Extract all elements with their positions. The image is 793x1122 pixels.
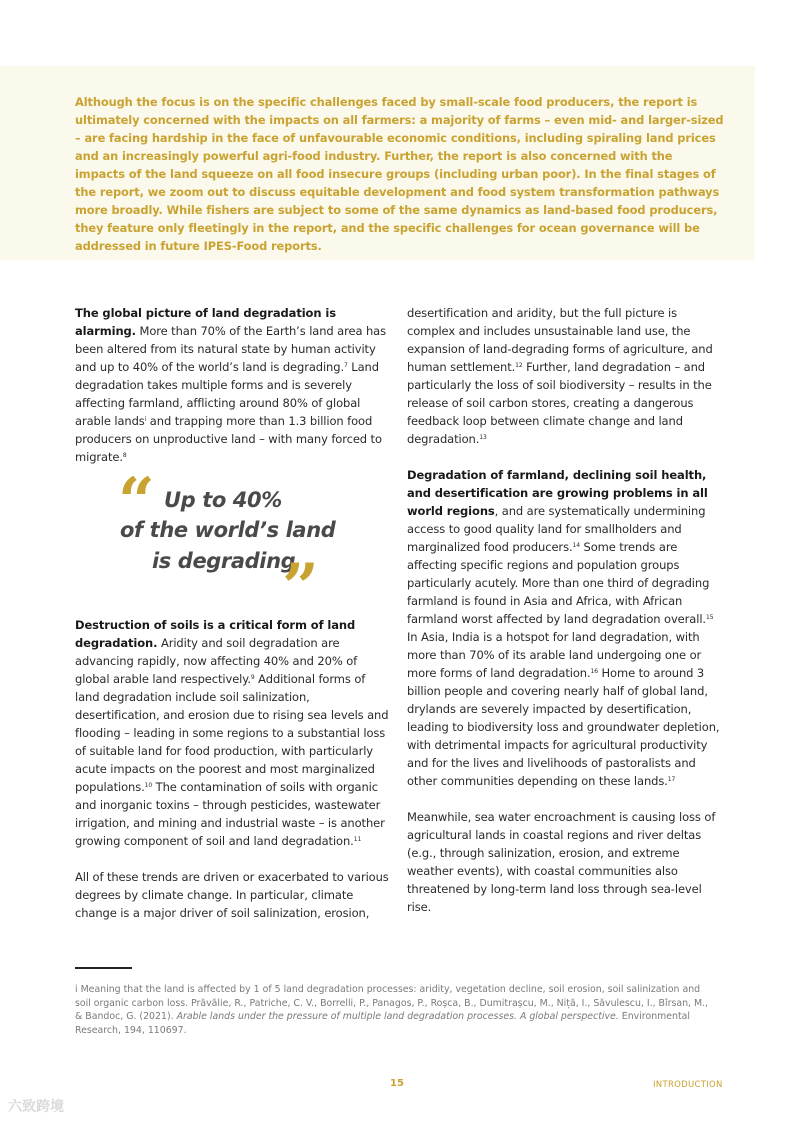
callout-box xyxy=(0,66,755,260)
reference: 7 xyxy=(344,362,348,369)
pull-quote xyxy=(110,464,350,625)
reference: 17 xyxy=(667,776,676,783)
reference: 12 xyxy=(515,362,523,369)
paragraph xyxy=(75,304,390,466)
right-column xyxy=(407,304,722,916)
watermark: 六致跨境 xyxy=(8,1099,64,1115)
open-quote-icon: “ xyxy=(118,464,155,539)
text: More than 70% of the Earth’s land area has been altered from its natural state by human activity and up to 40% of the world’s land is degrading. xyxy=(75,324,387,374)
paragraph: All of these trends are driven or exacerbated to various degrees by climate change. In particular, climate change is a major driver of soil salinization, erosion, xyxy=(75,870,389,920)
paragraph-heading: Destruction of soils is a critical form of land degradation. xyxy=(75,618,356,650)
text: Some trends are affecting specific regions and population groups particularly acutely. More than one third of degrading farmland is found in Asia and Africa, with African farmland worst affected by land degradation overall. xyxy=(407,540,710,626)
pull-quote-line: of the world’s land xyxy=(120,518,336,542)
text: Further, land degradation – and particularly the loss of soil biodiversity – results in the release of soil carbon stores, creating a dangerous feedback loop between climate change and land degradation. xyxy=(407,360,712,446)
text: Land degradation takes multiple forms and is severely affecting farmland, afflicting around 80% of global arable lands xyxy=(75,360,379,428)
text: and trapping more than 1.3 billion food producers on unproductive land – with many forced to migrate. xyxy=(75,414,382,464)
text: Environmental Research, 194, 110697. xyxy=(75,1011,691,1036)
paragraph xyxy=(407,466,722,790)
reference: 8 xyxy=(122,452,127,459)
text: Additional forms of land degradation include soil salinization, desertification, and erosion due to rising sea levels and flooding – leading in some regions to a substantial loss of suitable land for food production, with particularly acute impacts on the poorest and most marginalized populations. xyxy=(75,672,389,794)
page-number: 15 xyxy=(390,1078,404,1089)
section-label: INTRODUCTION xyxy=(653,1080,723,1090)
reference: 10 xyxy=(144,782,153,789)
reference: 9 xyxy=(250,674,255,681)
reference: 11 xyxy=(353,836,362,843)
paragraph-heading: The global picture of land degradation is alarming. xyxy=(75,306,336,338)
pull-quote-line: is degrading xyxy=(152,549,296,573)
pull-quote-line: Up to 40% xyxy=(164,488,282,512)
paragraph: Meanwhile, sea water encroachment is causing loss of agricultural lands in coastal regions and river deltas (e.g., through salinization, erosion, and extreme weather events), with coastal communities also threatened by long-term land loss through sea-level rise. xyxy=(407,810,716,914)
reference: 15 xyxy=(705,614,714,621)
left-column xyxy=(75,304,390,922)
close-quote-icon: ” xyxy=(282,550,319,625)
paragraph-heading: Degradation of farmland, declining soil health, and desertification are growing problems in all world regions xyxy=(407,468,708,518)
citation-title: Arable lands under the pressure of multiple land degradation processes. A global perspective. xyxy=(176,1011,619,1022)
reference: 16 xyxy=(590,668,598,675)
footnote-divider xyxy=(75,967,132,969)
reference: 13 xyxy=(479,434,487,441)
callout-text: Although the focus is on the specific challenges faced by small-scale food producers, the report is ultimately concerned with the impacts on all farmers: a majority of farms – even mid- and larger-sized – are facing hardship in the face of unfavourable economic conditions, including spiraling land prices and an increasingly powerful agri-food industry. Further, the report is also concerned with the impacts of the land squeeze on all food insecure groups (including urban poor). In the final stages of the report, we zoom out to discuss equitable development and food system transformation pathways more broadly. While fishers are subject to some of the same dynamics as land-based food producers, they feature only fleetingly in the report, and the specific challenges for ocean governance will be addressed in future IPES-Food reports. xyxy=(75,95,724,253)
text: Aridity and soil degradation are advancing rapidly, now affecting 40% and 20% of global arable land respectively. xyxy=(75,636,358,686)
paragraph xyxy=(75,616,390,850)
text: Home to around 3 billion people and covering nearly half of global land, drylands are severely impacted by desertification, leading to biodiversity loss and groundwater depletion, with detrimental impacts for agricultural productivity and for the lives and livelihoods of pastoralists and other communities depending on these lands. xyxy=(407,666,720,788)
text: , and are systematically undermining access to good quality land for smallholders and marginalized food producers. xyxy=(407,504,706,554)
text: desertification and aridity, but the full picture is complex and includes unsustainable land use, the expansion of land-degrading forms of agriculture, and human settlement. xyxy=(407,306,713,374)
reference: i xyxy=(144,416,147,423)
text: The contamination of soils with organic and inorganic toxins – through pesticides, wastewater irrigation, and mining and industrial waste – is another growing component of soil and land degradation. xyxy=(75,780,385,848)
text: i Meaning that the land is affected by 1 of 5 land degradation processes: aridity, vegetation decline, soil erosion, soil salinization and soil organic carbon loss. Prăvălie, R., Patriche, C. V., Borrelli, P., Panagos, P., Roșca, B., Dumitrașcu, M., Niță, I., Săvulescu, I., Bîrsan, M., & Bandoc, G. (2021). xyxy=(75,984,709,1022)
reference: 14 xyxy=(572,542,580,549)
text: In Asia, India is a hotspot for land degradation, with more than 70% of its arable land undergoing one or more forms of land degradation. xyxy=(407,630,702,680)
paragraph xyxy=(407,304,722,448)
footnote xyxy=(75,983,715,1037)
